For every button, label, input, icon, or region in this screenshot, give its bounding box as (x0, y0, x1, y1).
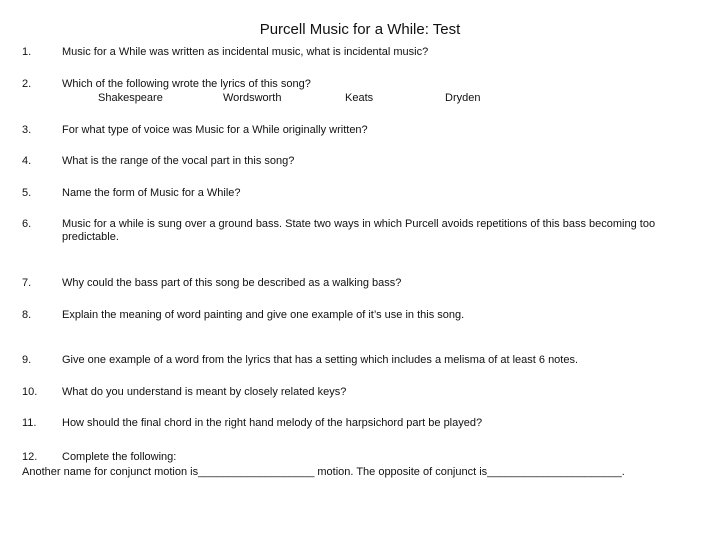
question-number: 8. (22, 309, 32, 321)
question-text: What is the range of the vocal part in this song? (62, 155, 295, 167)
question-number: 5. (22, 187, 32, 199)
choice-dryden: Dryden (445, 92, 481, 104)
question-number: 3. (22, 124, 32, 136)
question-number: 2. (22, 78, 32, 90)
question-number: 7. (22, 277, 32, 289)
question-number: 1. (22, 46, 32, 58)
question-number: 10. (22, 386, 38, 398)
question-12 (22, 450, 712, 480)
question-text: For what type of voice was Music for a While originally written? (62, 124, 368, 136)
question-text: What do you understand is meant by closely related keys? (62, 386, 347, 398)
choice-shakespeare: Shakespeare (98, 92, 163, 104)
answer-choices (98, 92, 518, 106)
question-number: 4. (22, 155, 32, 167)
question-text: Which of the following wrote the lyrics of this song? (62, 78, 311, 90)
question-text: Music for a While was written as incidental music, what is incidental music? (62, 46, 429, 58)
question-text: Name the form of Music for a While? (62, 187, 241, 199)
question-number: 12. (22, 451, 38, 463)
choice-keats: Keats (345, 92, 374, 104)
question-text: Music for a while is sung over a ground bass. State two ways in which Purcell avoids repetitions of this bass becoming too predictable. (62, 218, 656, 243)
question-number: 6. (22, 218, 32, 230)
question-number: 9. (22, 354, 32, 366)
question-text: Complete the following: (62, 451, 177, 463)
question-number: 11. (22, 417, 37, 429)
question-text: How should the final chord in the right hand melody of the harpsichord part be played? (62, 417, 483, 429)
choice-wordsworth: Wordsworth (223, 92, 282, 104)
question-text: Explain the meaning of word painting and give one example of it’s use in this song. (62, 309, 465, 321)
question-text: Why could the bass part of this song be described as a walking bass? (62, 277, 402, 289)
fill-in-line: Another name for conjunct motion is___________________ motion. The opposite of conjunct is______________________. (22, 466, 625, 478)
page-title: Purcell Music for a While: Test (259, 21, 461, 38)
question-text: Give one example of a word from the lyrics that has a setting which includes a melisma of at least 6 notes. (62, 354, 579, 366)
